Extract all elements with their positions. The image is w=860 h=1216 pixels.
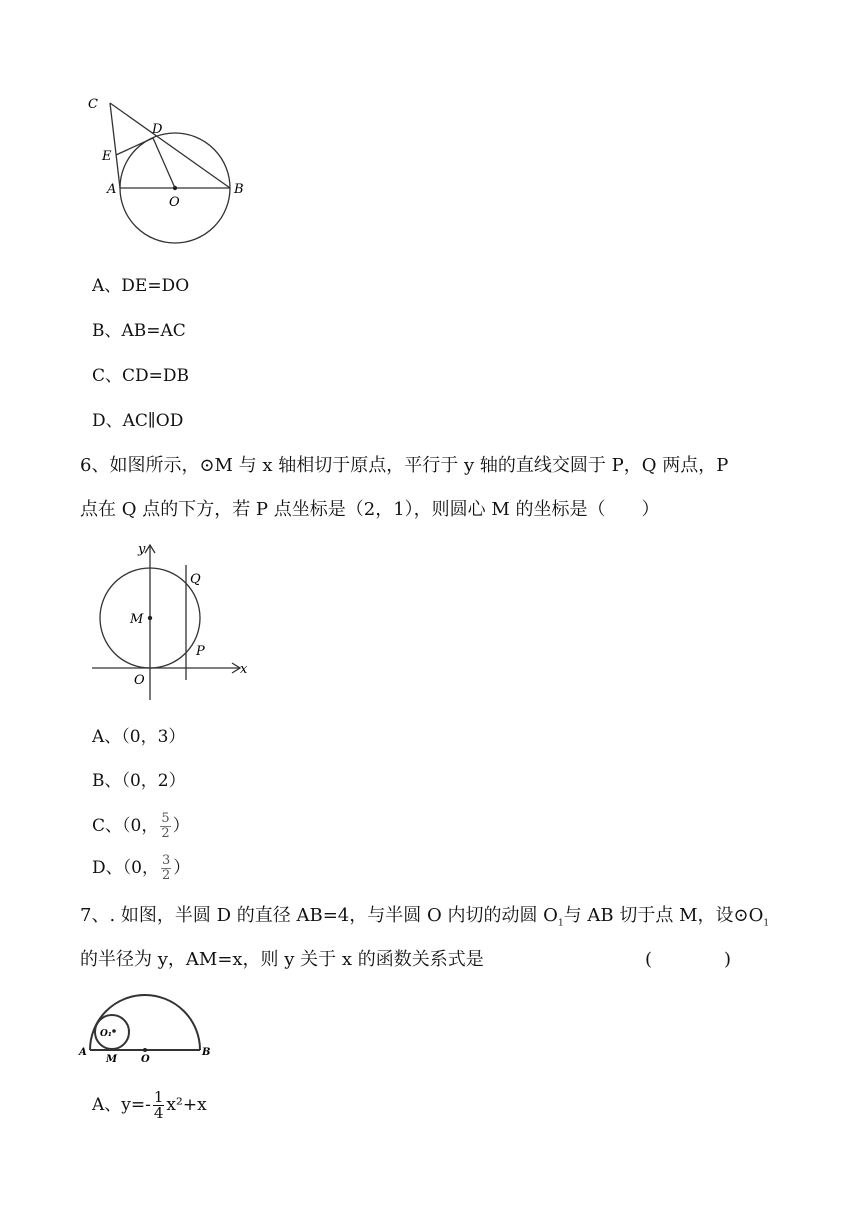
label-b: B bbox=[202, 1047, 211, 1058]
center-point-m bbox=[148, 616, 152, 620]
q6-option-d-prefix: D、（0， bbox=[92, 858, 159, 878]
center-point-o bbox=[143, 1048, 147, 1052]
center-point-o1 bbox=[112, 1029, 116, 1033]
label-m: M bbox=[106, 1054, 118, 1065]
label-o: O bbox=[141, 1054, 150, 1065]
figure-q7 bbox=[78, 985, 218, 1065]
q5-option-b: B、AB=AC bbox=[92, 321, 186, 341]
q7-answer-paren: ( ) bbox=[645, 949, 732, 970]
q5-option-c: C、CD=DB bbox=[92, 366, 190, 386]
fraction-three-halves: $\frac{3}{2}$ bbox=[161, 853, 171, 883]
label-q: Q bbox=[190, 572, 201, 587]
q6-option-d bbox=[92, 854, 190, 883]
label-d: D bbox=[152, 122, 163, 137]
label-x: x bbox=[240, 662, 248, 677]
label-a: A bbox=[107, 182, 117, 197]
q6-option-c bbox=[92, 812, 190, 841]
label-a: A bbox=[79, 1047, 87, 1058]
q6-option-a: A、（0，3） bbox=[92, 727, 186, 747]
q6-option-d-suffix: ） bbox=[173, 858, 191, 878]
q6-option-c-suffix: ） bbox=[172, 816, 190, 836]
q7-option-a: A、y=- $\frac{1}{4}$ x²+x bbox=[92, 1088, 207, 1122]
segment-do bbox=[153, 138, 175, 188]
center-point-o bbox=[173, 186, 177, 190]
label-b: B bbox=[234, 182, 244, 197]
q6-line-1: 6、如图所示，⊙M 与 x 轴相切于原点，平行于 y 轴的直线交圆于 P，Q 两点，P bbox=[80, 455, 729, 476]
fraction-one-quarter: $\frac{1}{4}$ bbox=[153, 1088, 164, 1122]
figure-q6 bbox=[85, 538, 255, 708]
label-y: y bbox=[138, 542, 146, 557]
label-e: E bbox=[102, 149, 112, 164]
segment-de bbox=[116, 138, 153, 155]
segment-ca bbox=[110, 103, 120, 188]
q6-option-c-prefix: C、（0， bbox=[92, 816, 159, 836]
q6-option-b: B、（0，2） bbox=[92, 771, 186, 791]
q7-line-1: 7、. 如图，半圆 D 的直径 AB=4，与半圆 O 内切的动圆 $O_1$与 AB 切于点 M，设$⊙O_1$ bbox=[80, 905, 770, 929]
label-o: O bbox=[134, 673, 145, 688]
q6-line-2: 点在 Q 点的下方，若 P 点坐标是（2，1），则圆心 M 的坐标是（ ） bbox=[80, 499, 660, 520]
figure-q5 bbox=[80, 90, 270, 260]
label-p: P bbox=[196, 644, 205, 659]
label-o: O bbox=[169, 195, 180, 210]
q5-option-d: D、AC∥OD bbox=[92, 411, 184, 431]
semicircle-o bbox=[90, 995, 200, 1050]
fraction-five-halves: $\frac{5}{2}$ bbox=[161, 811, 170, 841]
label-c: C bbox=[88, 97, 98, 112]
label-m: M bbox=[130, 612, 144, 627]
q5-option-a: A、DE=DO bbox=[92, 276, 190, 296]
label-o1: O₁ bbox=[100, 1029, 112, 1039]
q7-line-2: 的半径为 y，AM=x，则 y 关于 x 的函数关系式是 bbox=[80, 949, 484, 970]
